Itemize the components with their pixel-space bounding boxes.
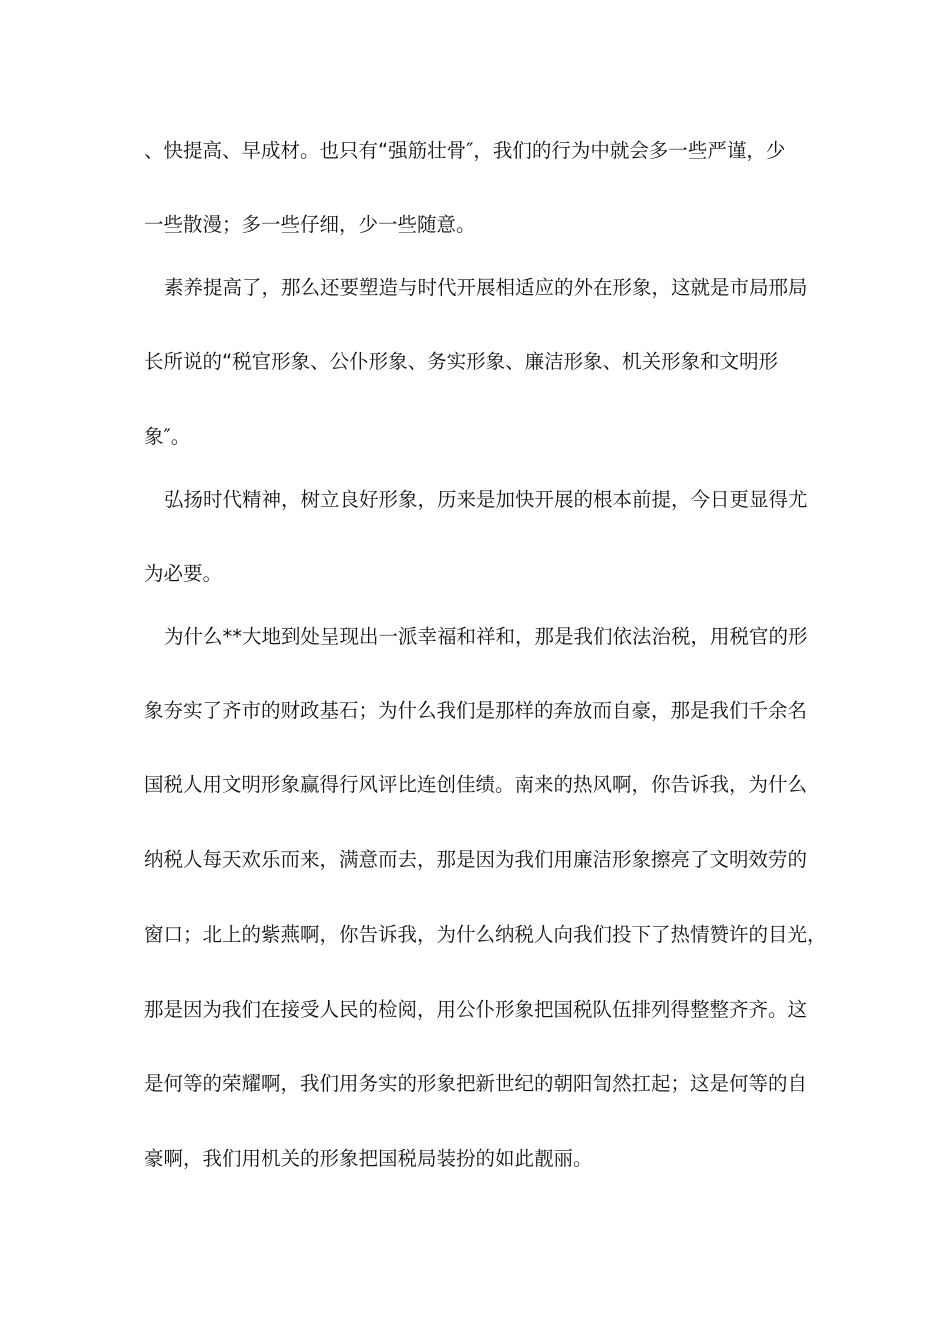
text-line: 一些散漫；多一些仔细，少一些随意。 xyxy=(144,213,476,236)
text-line: 是何等的荣耀啊，我们用务实的形象把新世纪的朝阳訇然扛起；这是何等的自 xyxy=(144,1072,808,1095)
paragraph-first-line: 素养提高了，那么还要塑造与时代开展相适应的外在形象，这就是市局邢局 xyxy=(164,276,808,299)
paragraph-first-line: 弘扬时代精神，树立良好形象，历来是加快开展的根本前提，今日更显得尤 xyxy=(164,488,808,511)
text-line: 国税人用文明形象赢得行风评比连创佳绩。南来的热风啊，你告诉我，为什么 xyxy=(144,773,808,796)
text-line: 象夯实了齐市的财政基石；为什么我们是那样的奔放而自豪，那是我们千余名 xyxy=(144,699,808,722)
text-line: 为必要。 xyxy=(144,562,223,585)
text-line: 那是因为我们在接受人民的检阅，用公仆形象把国税队伍排列得整整齐齐。这 xyxy=(144,998,808,1021)
text-line: 、快提高、早成材。也只有“强筋壮骨″，我们的行为中就会多一些严谨，少 xyxy=(144,139,786,162)
paragraph-first-line: 为什么**大地到处呈现出一派幸福和祥和，那是我们依法治税，用税官的形 xyxy=(164,625,808,648)
text-line: 窗口；北上的紫燕啊，你告诉我，为什么纳税人向我们投下了热情赞许的目光， xyxy=(144,923,827,946)
text-line: 豪啊，我们用机关的形象把国税局装扮的如此靓丽。 xyxy=(144,1147,593,1170)
text-line: 长所说的“税官形象、公仆形象、务实形象、廉洁形象、机关形象和文明形 xyxy=(144,350,779,373)
text-line: 纳税人每天欢乐而来，满意而去，那是因为我们用廉洁形象擦亮了文明效劳的 xyxy=(144,848,808,871)
text-line: 象″。 xyxy=(144,425,191,448)
